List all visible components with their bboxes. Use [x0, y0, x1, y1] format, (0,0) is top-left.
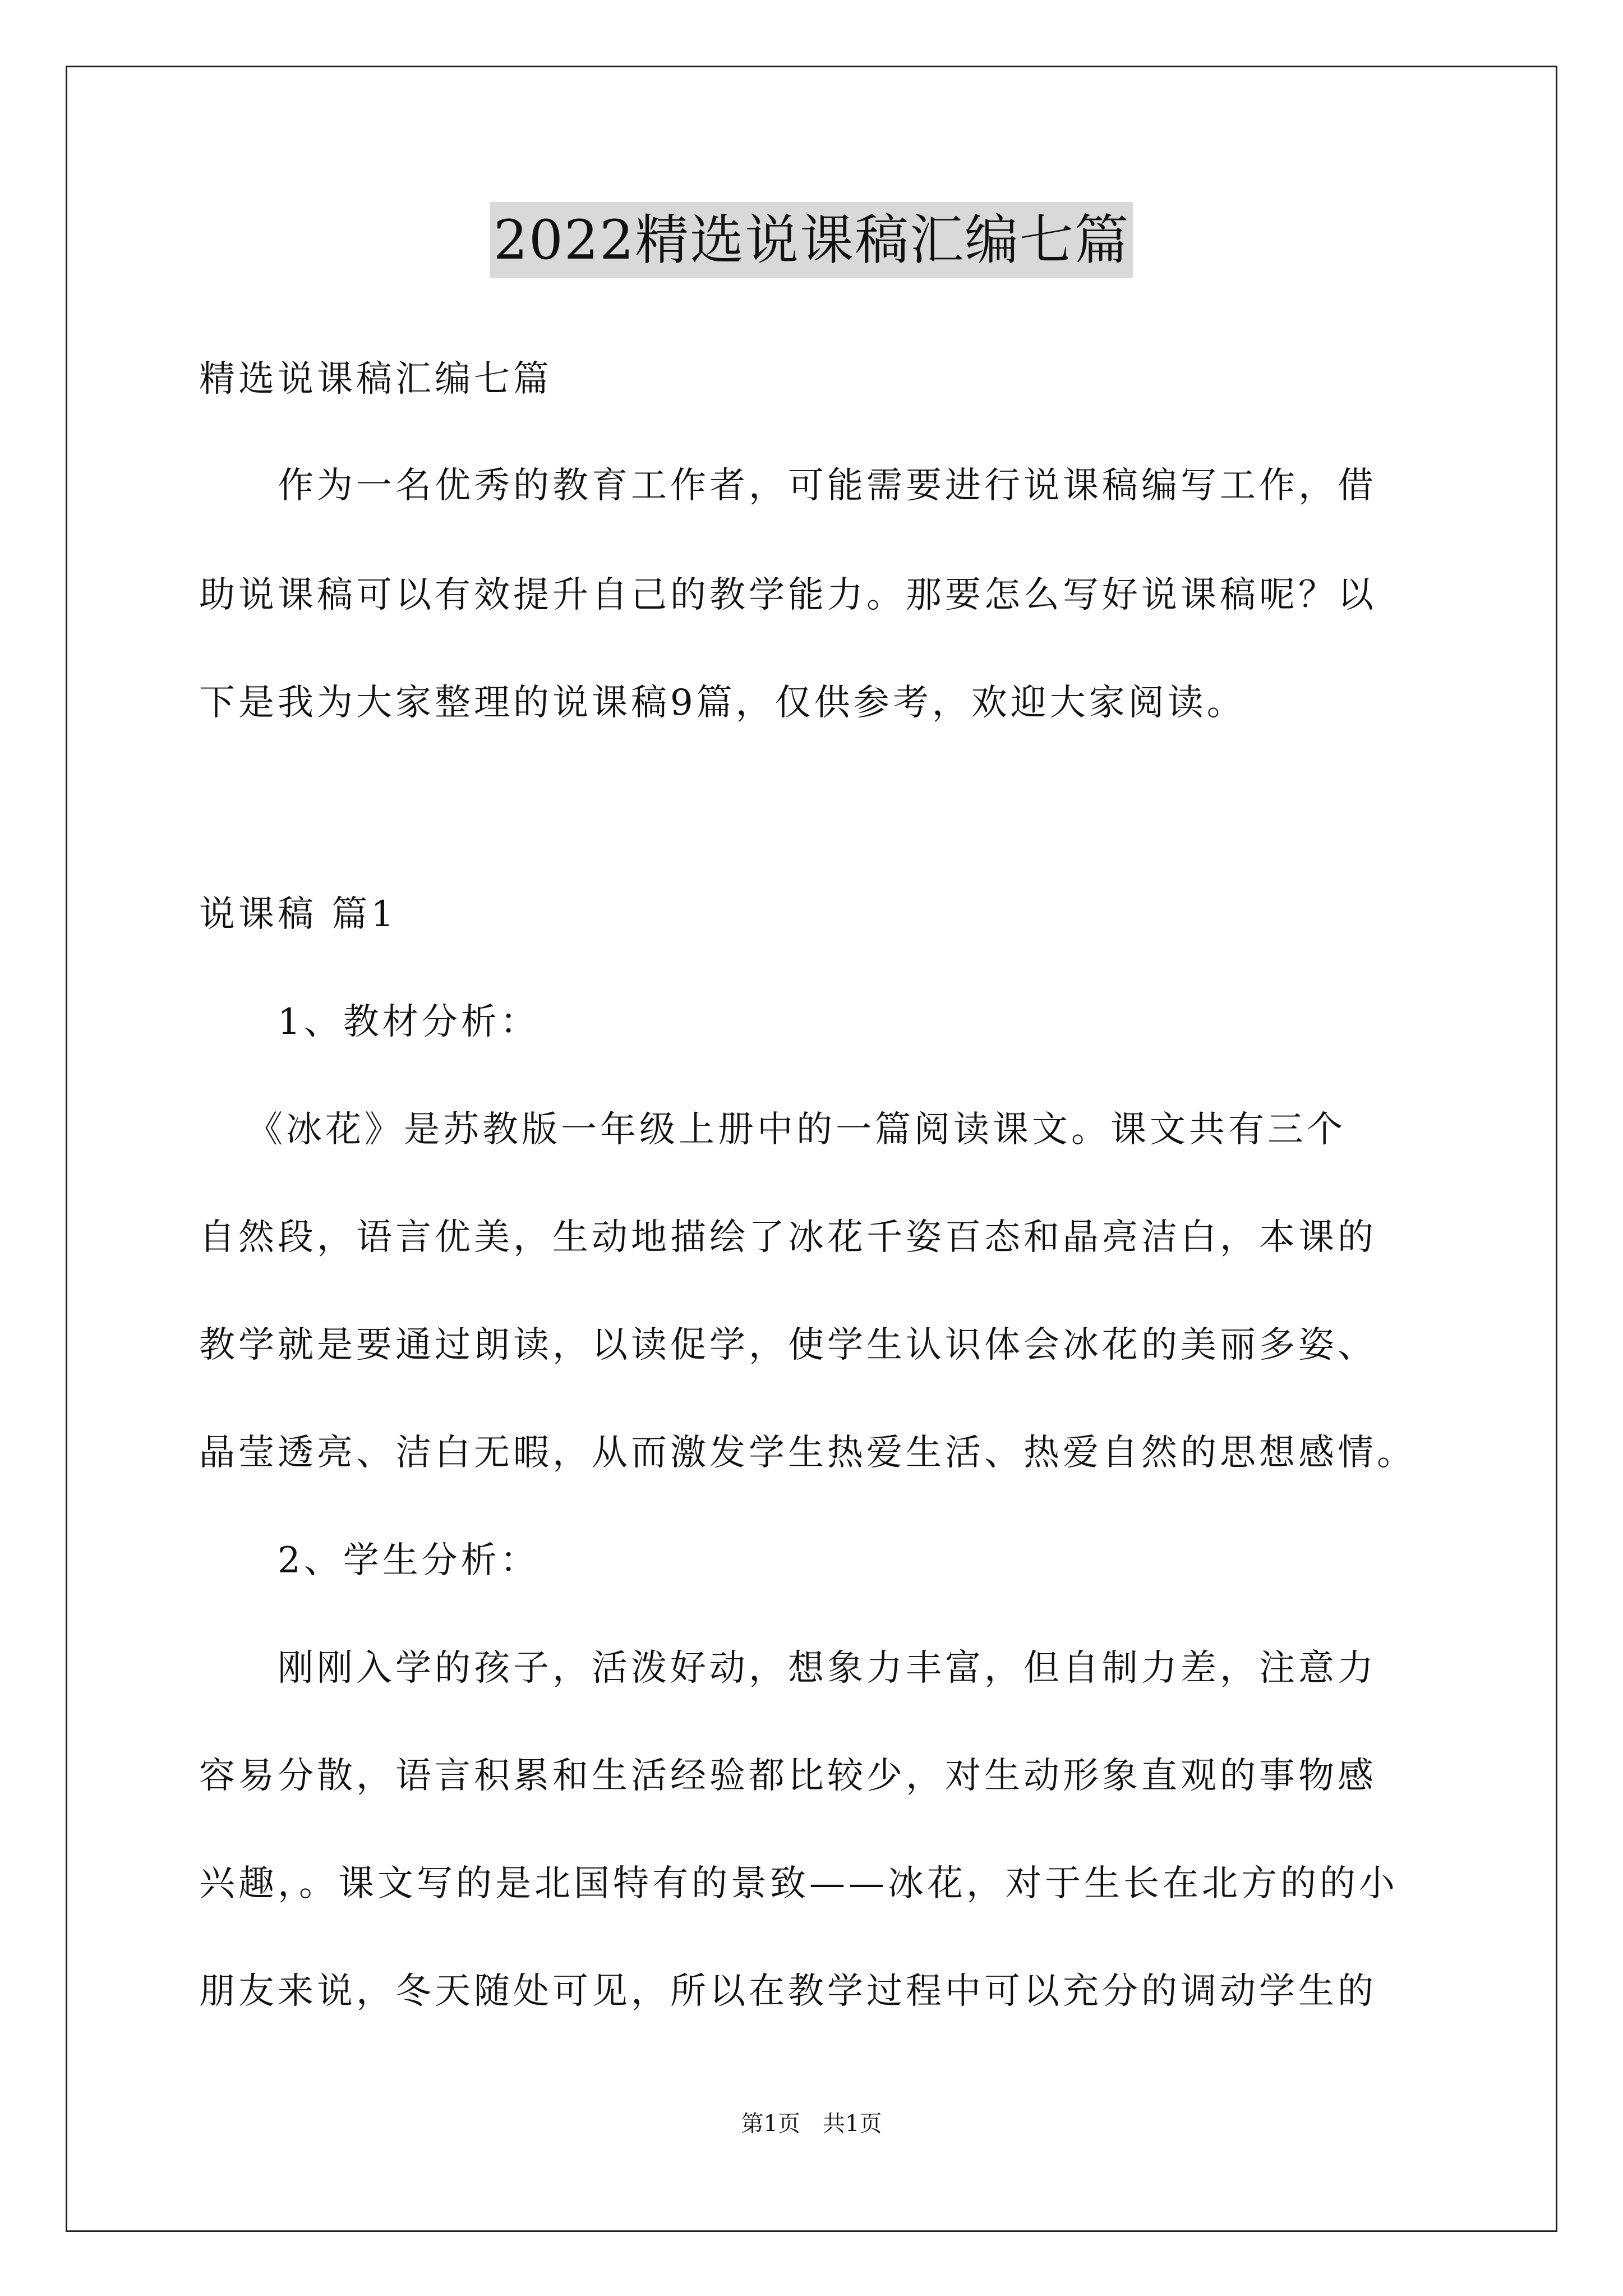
paragraph-line: 教学就是要通过朗读，以读促学，使学生认识体会冰花的美丽多姿、	[199, 1324, 1377, 1366]
section-heading: 说课稿 篇1	[199, 894, 398, 935]
paragraph-line: 助说课稿可以有效提升自己的教学能力。那要怎么写好说课稿呢？以	[199, 574, 1377, 616]
paragraph-line: 下是我为大家整理的说课稿9篇，仅供参考，欢迎大家阅读。	[199, 682, 1246, 724]
title-container	[0, 202, 1623, 278]
subheading: 2、学生分析：	[278, 1540, 540, 1581]
paragraph-line: 《冰花》是苏教版一年级上册中的一篇阅读课文。课文共有三个	[247, 1109, 1346, 1151]
subheading: 1、教材分析：	[278, 1001, 540, 1043]
paragraph-line: 作为一名优秀的教育工作者，可能需要进行说课稿编写工作，借	[278, 465, 1377, 507]
paragraph-line: 自然段，语言优美，生动地描绘了冰花千姿百态和晶亮洁白，本课的	[199, 1217, 1377, 1258]
subtitle: 精选说课稿汇编七篇	[199, 358, 552, 400]
paragraph-line: 容易分散，语言积累和生活经验都比较少，对生动形象直观的事物感	[199, 1755, 1377, 1797]
paragraph-line: 刚刚入学的孩子，活泼好动，想象力丰富，但自制力差，注意力	[278, 1648, 1377, 1689]
paragraph-line: 晶莹透亮、洁白无暇，从而激发学生热爱生活、热爱自然的思想感情。	[199, 1432, 1416, 1474]
page-footer: 第1页 共1页	[741, 2111, 882, 2137]
paragraph-line: 兴趣，。课文写的是北国特有的景致——冰花，对于生长在北方的的小	[199, 1863, 1398, 1904]
document-title: 2022精选说课稿汇编七篇	[490, 202, 1133, 278]
paragraph-line: 朋友来说，冬天随处可见，所以在教学过程中可以充分的调动学生的	[199, 1971, 1377, 2012]
